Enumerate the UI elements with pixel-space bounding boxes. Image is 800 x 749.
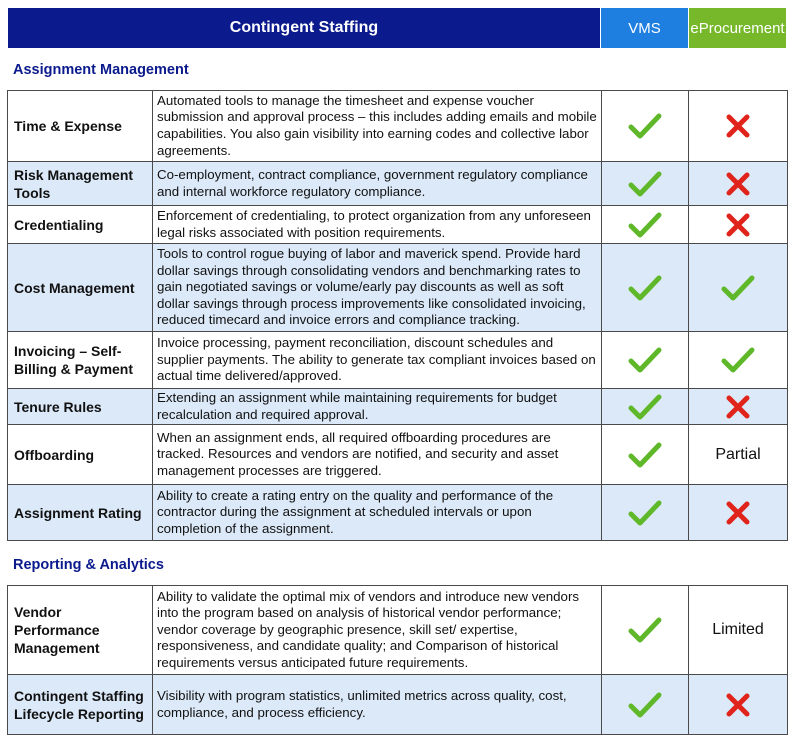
vms-support-cell xyxy=(602,389,689,425)
vms-support-cell xyxy=(602,586,689,675)
eprocurement-support-cell xyxy=(689,332,788,389)
row-label: Tenure Rules xyxy=(8,389,153,425)
vms-support-cell xyxy=(602,91,689,162)
eprocurement-support-cell xyxy=(689,389,788,425)
row-label: Risk Management Tools xyxy=(8,162,153,206)
row-description: Automated tools to manage the timesheet and expense voucher submission and approval process – this includes adding emails and mobile capabilities. You also gain visibility into earning codes and collective labor agreements. xyxy=(153,91,602,162)
vms-support-cell xyxy=(602,162,689,206)
eprocurement-support-cell xyxy=(689,425,788,485)
check-icon xyxy=(627,690,663,720)
header-contingent-staffing: Contingent Staffing xyxy=(8,8,600,48)
row-description: Extending an assignment while maintaining requirements for budget recalculation and required approval. xyxy=(153,389,602,425)
reporting-analytics-table xyxy=(7,585,788,735)
cross-icon xyxy=(724,393,752,421)
eprocurement-support-cell xyxy=(689,162,788,206)
cross-icon xyxy=(724,112,752,140)
header-vms: VMS xyxy=(601,8,688,48)
row-label: Contingent Staffing Lifecycle Reporting xyxy=(8,675,153,735)
row-label: Vendor Performance Management xyxy=(8,586,153,675)
vms-support-cell xyxy=(602,675,689,735)
check-icon xyxy=(627,498,663,528)
check-icon xyxy=(627,169,663,199)
eprocurement-support-cell xyxy=(689,206,788,244)
row-description: Visibility with program statistics, unlimited metrics across quality, cost, compliance, and process efficiency. xyxy=(153,675,602,735)
eprocurement-support-cell xyxy=(689,586,788,675)
vms-support-cell xyxy=(602,206,689,244)
assignment-management-table xyxy=(7,90,788,541)
vms-support-cell xyxy=(602,485,689,541)
row-label: Credentialing xyxy=(8,206,153,244)
vms-support-cell xyxy=(602,425,689,485)
support-level-text: Limited xyxy=(712,621,764,638)
row-description: Invoice processing, payment reconciliation, discount schedules and supplier payments. The ability to generate tax compliant invoices based on actual time delivered/approved. xyxy=(153,332,602,389)
eprocurement-support-cell xyxy=(689,244,788,332)
vms-support-cell xyxy=(602,244,689,332)
table-row xyxy=(8,162,788,206)
check-icon xyxy=(627,440,663,470)
eprocurement-support-cell xyxy=(689,485,788,541)
check-icon xyxy=(720,345,756,375)
table-row xyxy=(8,244,788,332)
support-level-text: Partial xyxy=(715,445,761,463)
row-description: When an assignment ends, all required offboarding procedures are tracked. Resources and vendors are notified, and security and asset management processes are triggered. xyxy=(153,425,602,485)
check-icon xyxy=(627,345,663,375)
row-description: Tools to control rogue buying of labor and maverick spend. Provide hard dollar savings through consolidating vendors and benchmarking rates to gain negotiated savings or volume/early pay discounts as well as soft dollar savings through process improvements like consolidated invoicing, reduced timecard and invoice errors and compliance tracking. xyxy=(153,244,602,332)
table-row xyxy=(8,675,788,735)
cross-icon xyxy=(724,691,752,719)
table-row xyxy=(8,389,788,425)
cross-icon xyxy=(724,211,752,239)
row-label: Invoicing – Self-Billing & Payment xyxy=(8,332,153,389)
vms-support-cell xyxy=(602,332,689,389)
check-icon xyxy=(627,615,663,645)
row-description: Co-employment, contract compliance, government regulatory compliance and internal workforce regulatory compliance. xyxy=(153,162,602,206)
check-icon xyxy=(627,392,663,422)
row-description: Ability to create a rating entry on the quality and performance of the contractor during the assignment at scheduled intervals or upon completion of the assignment. xyxy=(153,485,602,541)
table-row xyxy=(8,206,788,244)
table-row xyxy=(8,91,788,162)
header-eprocurement: eProcurement xyxy=(689,8,786,48)
table-row xyxy=(8,425,788,485)
row-label: Assignment Rating xyxy=(8,485,153,541)
row-description: Enforcement of credentialing, to protect organization from any unforeseen legal risks associated with position requirements. xyxy=(153,206,602,244)
table-row xyxy=(8,485,788,541)
check-icon xyxy=(720,273,756,303)
table-row xyxy=(8,332,788,389)
row-label: Time & Expense xyxy=(8,91,153,162)
check-icon xyxy=(627,111,663,141)
row-label: Cost Management xyxy=(8,244,153,332)
section-title-reporting-analytics: Reporting & Analytics xyxy=(13,557,164,573)
cross-icon xyxy=(724,170,752,198)
row-label: Offboarding xyxy=(8,425,153,485)
check-icon xyxy=(627,273,663,303)
eprocurement-support-cell xyxy=(689,91,788,162)
section-title-assignment-management: Assignment Management xyxy=(13,62,189,78)
row-description: Ability to validate the optimal mix of vendors and introduce new vendors into the program based on analysis of historical vendor performance; vendor coverage by geographic presence, skill set/ expertise, responsiveness, and candidate quality; and Comparison of historical requirements versus anticipated future requirements. xyxy=(153,586,602,675)
table-row xyxy=(8,586,788,675)
cross-icon xyxy=(724,499,752,527)
eprocurement-support-cell xyxy=(689,675,788,735)
check-icon xyxy=(627,210,663,240)
